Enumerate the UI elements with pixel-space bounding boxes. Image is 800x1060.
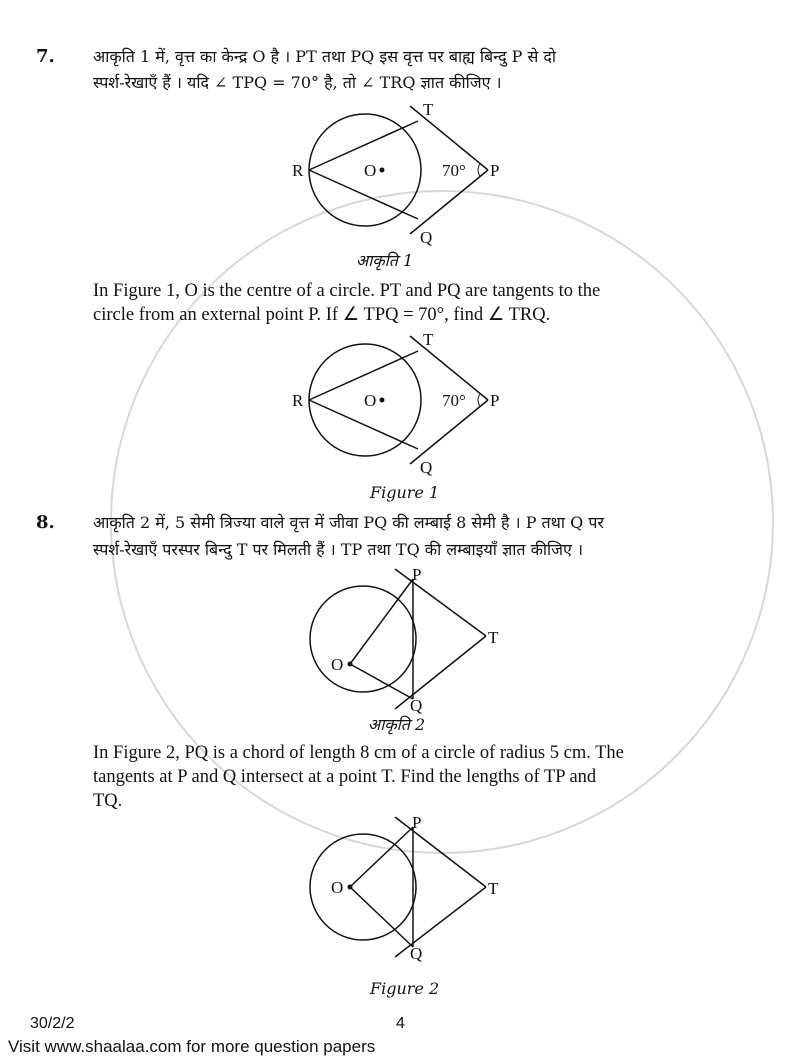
label-Q: Q bbox=[410, 944, 423, 962]
tangent-TP bbox=[395, 569, 486, 636]
label-P: P bbox=[412, 565, 422, 584]
figure-2-hindi bbox=[300, 564, 520, 714]
figure-1-english bbox=[290, 328, 520, 478]
question-7-number: 7. bbox=[36, 46, 55, 67]
q8-english-line-2: tangents at P and Q intersect at a point T. Find the lengths of TP and bbox=[93, 767, 597, 787]
visit-link[interactable]: Visit www.shaalaa.com for more question papers bbox=[8, 1037, 376, 1056]
q7-hindi-line-1: आकृति 1 में, वृत्त का केन्द्र O है । PT तथा PQ इस वृत्त पर बाह्य बिन्दु P से दो bbox=[93, 47, 557, 66]
q7-hindi-line-2: स्पर्श-रेखाएँ हैं । यदि ∠ TPQ = 70° है, तो ∠ TRQ ज्ञात कीजिए । bbox=[93, 73, 502, 92]
tangent-TQ bbox=[395, 887, 486, 957]
label-T: T bbox=[423, 330, 434, 349]
figure-2-english-caption: Figure 2 bbox=[370, 979, 440, 998]
figure-1-hindi-caption: आकृति 1 bbox=[356, 251, 414, 270]
q8-hindi-line-2: स्पर्श-रेखाएँ परस्पर बिन्दु T पर मिलती हैं । TP तथा TQ की लम्बाइयाँ ज्ञात कीजिए । bbox=[93, 540, 584, 559]
label-O: O bbox=[331, 878, 344, 897]
label-T: T bbox=[423, 100, 434, 119]
circle bbox=[310, 586, 416, 692]
centre-dot bbox=[348, 662, 353, 667]
figure-1-hindi bbox=[290, 98, 520, 248]
question-8-number: 8. bbox=[36, 512, 55, 533]
q8-hindi-line-1: आकृति 2 में, 5 सेमी त्रिज्या वाले वृत्त में जीवा PQ की लम्बाई 8 सेमी है । P तथा Q पर bbox=[93, 513, 604, 532]
centre-dot bbox=[380, 398, 385, 403]
page-number: 4 bbox=[396, 1015, 405, 1032]
label-P: P bbox=[412, 813, 422, 832]
label-R: R bbox=[292, 161, 304, 180]
tangent-TP bbox=[395, 817, 486, 887]
q8-english-line-3: TQ. bbox=[93, 791, 123, 811]
angle-arc bbox=[478, 164, 480, 176]
radius-OP bbox=[350, 579, 413, 664]
label-P: P bbox=[490, 161, 500, 180]
centre-dot bbox=[380, 168, 385, 173]
label-Q: Q bbox=[410, 696, 423, 714]
q7-english-line-1: In Figure 1, O is the centre of a circle. PT and PQ are tangents to the bbox=[93, 281, 601, 301]
centre-dot bbox=[348, 885, 353, 890]
angle-arc bbox=[478, 394, 480, 406]
q7-english-line-2: circle from an external point P. If ∠ TPQ = 70°, find ∠ TRQ. bbox=[93, 305, 551, 325]
figure-2-hindi-caption: आकृति 2 bbox=[368, 715, 426, 734]
q8-english-line-1: In Figure 2, PQ is a chord of length 8 cm of a circle of radius 5 cm. The bbox=[93, 743, 624, 763]
label-O: O bbox=[364, 391, 377, 410]
label-O: O bbox=[331, 655, 344, 674]
figure-1-english-caption: Figure 1 bbox=[370, 483, 440, 502]
label-T: T bbox=[488, 879, 499, 898]
label-R: R bbox=[292, 391, 304, 410]
label-Q: Q bbox=[420, 228, 433, 247]
radius-OQ bbox=[350, 887, 413, 947]
circle bbox=[310, 834, 416, 940]
label-P: P bbox=[490, 391, 500, 410]
label-T: T bbox=[488, 628, 499, 647]
label-angle: 70° bbox=[442, 161, 466, 180]
paper-code: 30/2/2 bbox=[30, 1015, 75, 1032]
tangent-TQ bbox=[395, 636, 486, 709]
label-angle: 70° bbox=[442, 391, 466, 410]
radius-OP bbox=[350, 827, 413, 887]
label-Q: Q bbox=[420, 458, 433, 477]
radius-OQ bbox=[350, 664, 413, 699]
label-O: O bbox=[364, 161, 377, 180]
figure-2-english bbox=[300, 812, 520, 962]
